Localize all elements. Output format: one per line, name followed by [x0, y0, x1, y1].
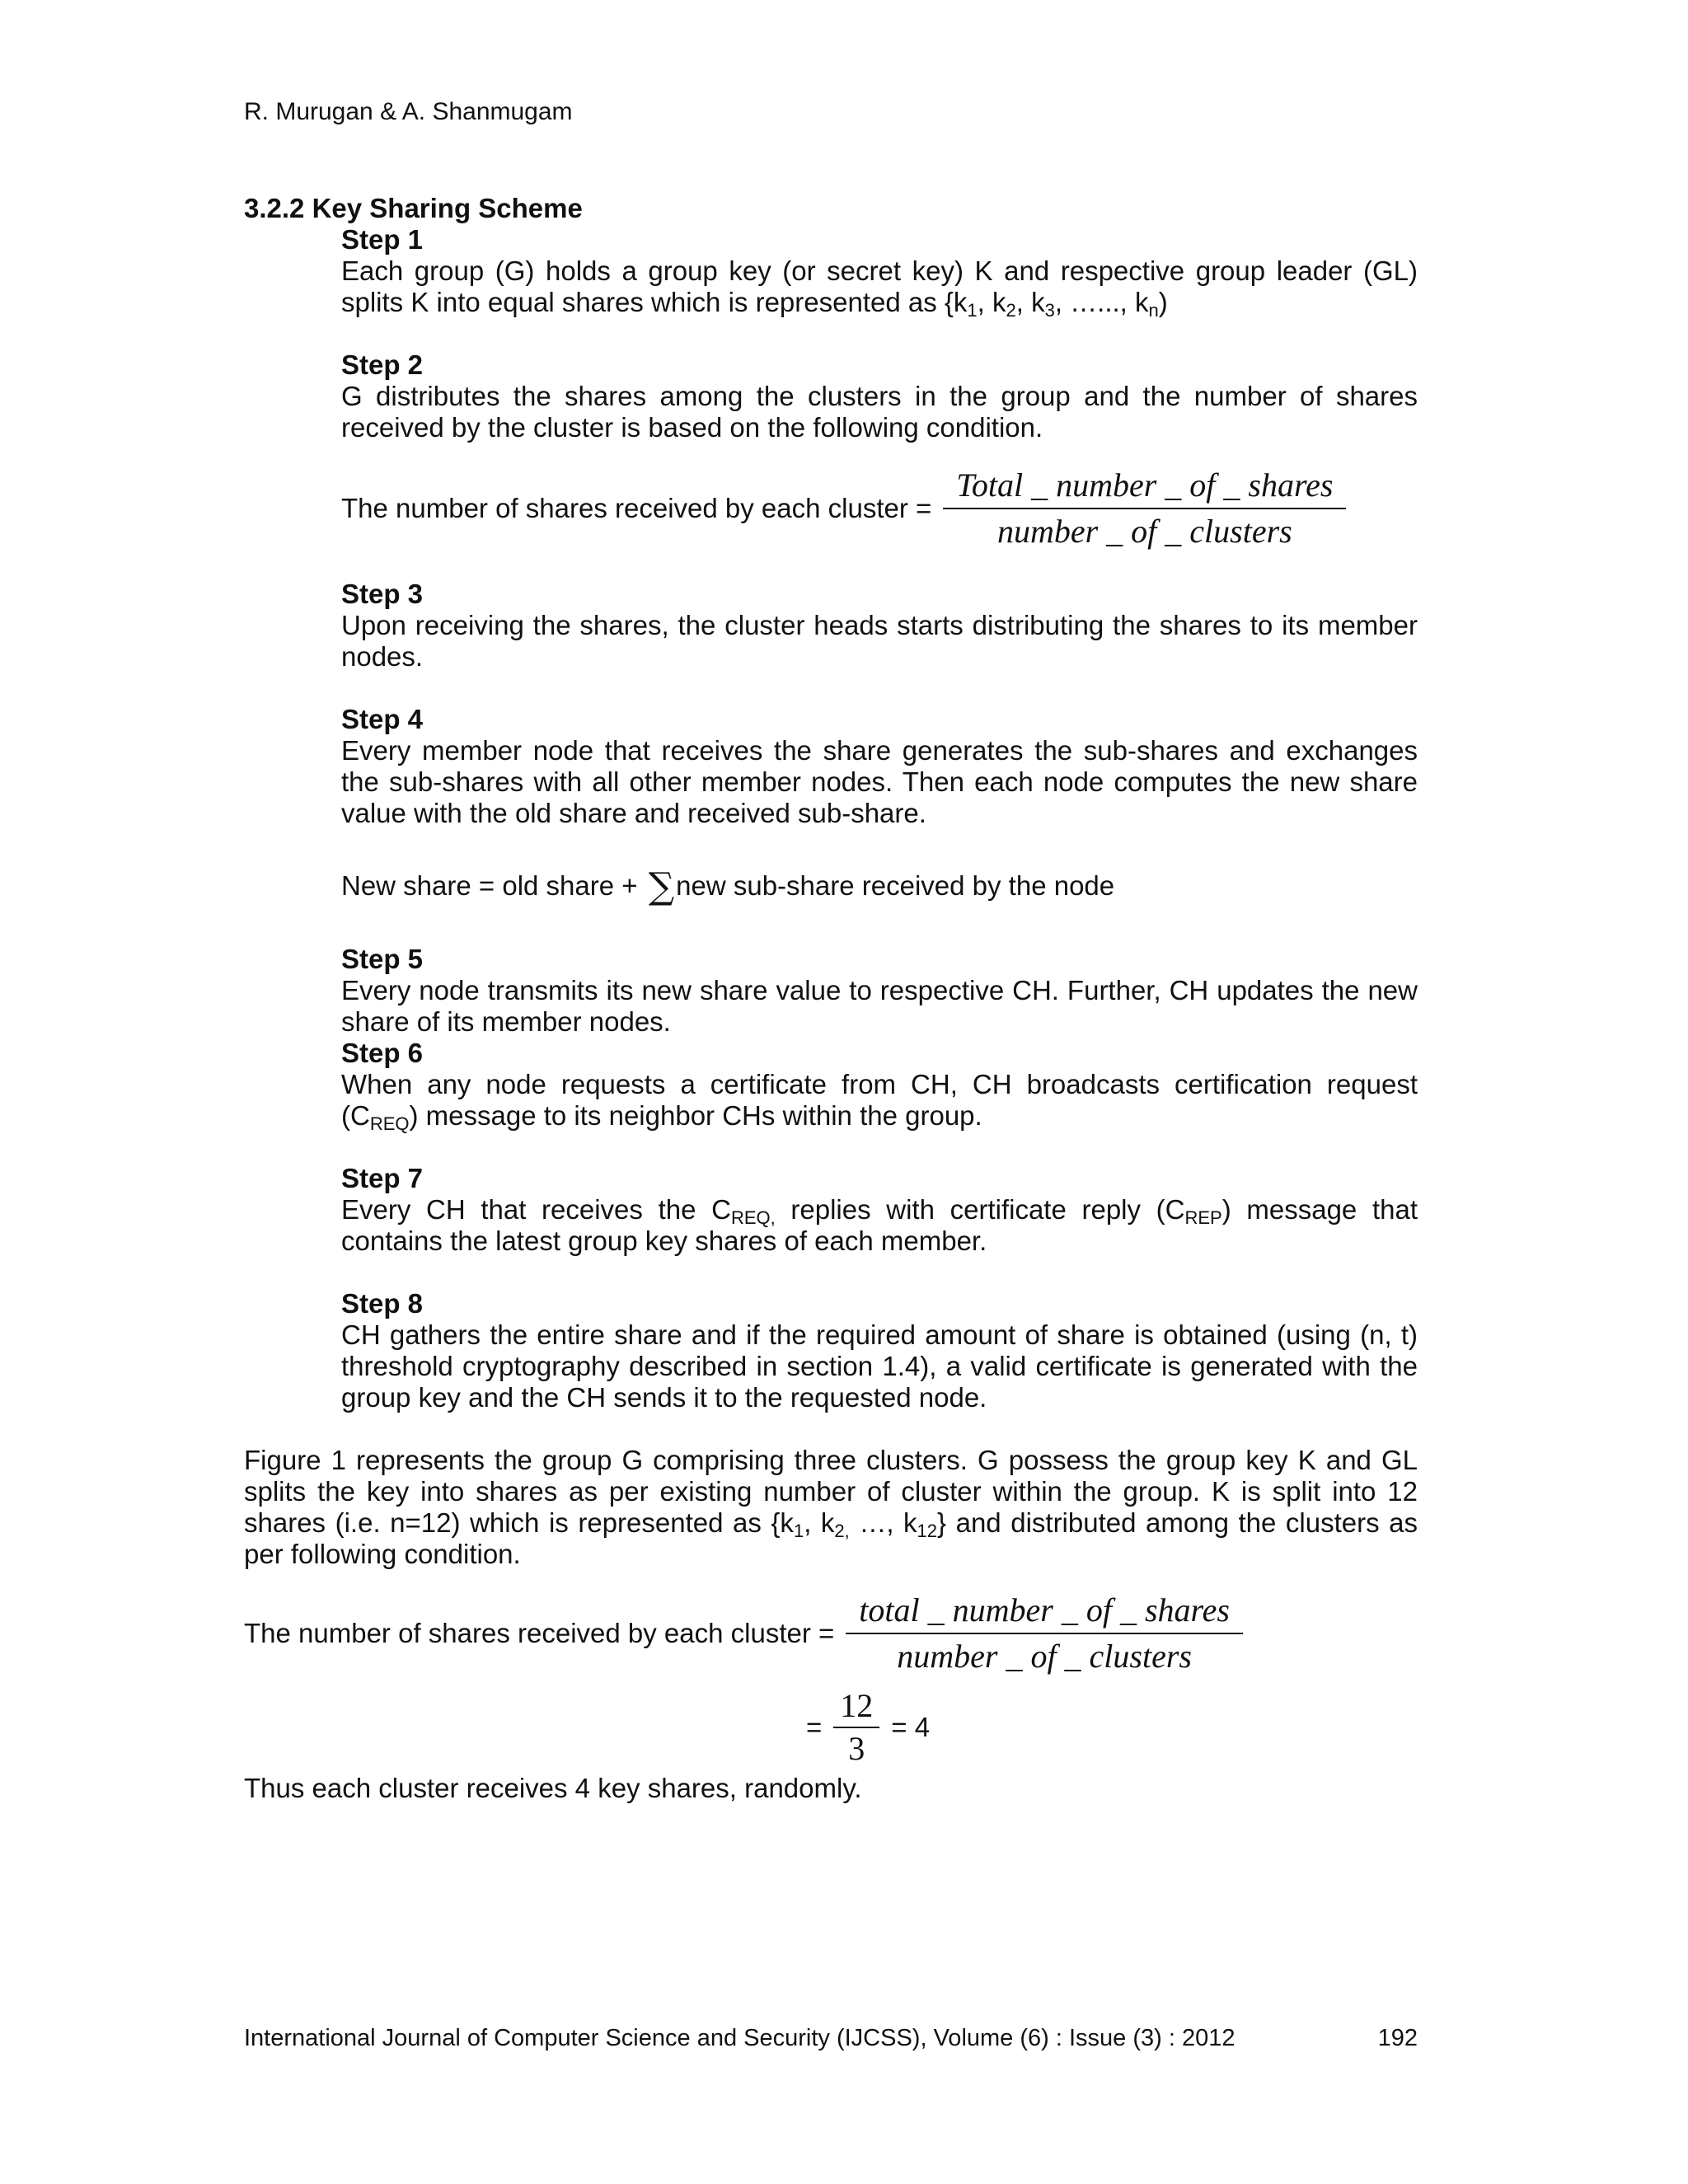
fraction — [846, 1588, 1243, 1679]
main-content — [244, 193, 1418, 1804]
fraction-denominator: number _ of _ clusters — [897, 1638, 1192, 1675]
step-5 — [341, 944, 1418, 1038]
new-share-equation: New share = old share + ∑new sub-share received by the node — [341, 865, 1115, 907]
step-2 — [341, 349, 1418, 443]
step-title: Step 3 — [341, 579, 424, 609]
step-text: Every member node that receives the share generates the sub-shares and exchanges the sub-shares with all other member nodes. Then each node computes the new share value with the old share and received sub-share. — [341, 735, 1418, 828]
shares-per-cluster-equation-2 — [244, 1588, 1418, 1679]
step-1 — [341, 224, 1418, 321]
step-8 — [341, 1288, 1418, 1413]
step-text: G distributes the shares among the clusters in the group and the number of shares received by the cluster is based on the following condition. — [341, 381, 1418, 443]
running-header: R. Murugan & A. Shanmugam — [244, 98, 573, 125]
journal-citation: International Journal of Computer Science and Security (IJCSS), Volume (6) : Issue (3) : 2012 — [244, 2025, 1236, 2051]
page-footer — [244, 2023, 1418, 2053]
shares-per-cluster-equation — [341, 463, 1418, 554]
step-title: Step 1 — [341, 224, 424, 255]
section-title: 3.2.2 Key Sharing Scheme — [244, 193, 583, 223]
step-text: CH gathers the entire share and if the required amount of share is obtained (using (n, t) threshold cryptography described in section 1.4), a valid certificate is generated with the group key and the CH sends it to the requested node. — [341, 1319, 1418, 1413]
step-title: Step 2 — [341, 349, 424, 380]
step-6 — [341, 1038, 1418, 1132]
step-title: Step 4 — [341, 704, 424, 734]
sigma-symbol: ∑ — [648, 865, 675, 907]
step-title: Step 6 — [341, 1038, 424, 1068]
step-text: Every node transmits its new share value to respective CH. Further, CH updates the new share of its member nodes. — [341, 975, 1418, 1037]
step-text: Every CH that receives the $C_{REQ,}$ replies with certificate reply $(C_{REP})$ message that contains the latest group key shares of each member. — [341, 1194, 1418, 1256]
page-number: 192 — [1377, 2025, 1418, 2051]
result-value: = 4 — [891, 1712, 931, 1742]
step-text: Upon receiving the shares, the cluster heads starts distributing the shares to its member nodes. — [341, 610, 1418, 672]
step-text: Each group (G) holds a group key (or secret key) K and respective group leader (GL) splits K into equal shares which is represented as {$k_1$, $k_2$, $k_3$, …..., $k_n$) — [341, 255, 1418, 321]
fraction-numerator: total _ number _ of _ shares — [846, 1588, 1243, 1634]
step-text: When any node requests a certificate from CH, CH broadcasts certification request $(C_{REQ})$ message to its neighbor CHs within the group. — [341, 1069, 1418, 1134]
step-title: Step 7 — [341, 1163, 424, 1193]
conclusion-text: Thus each cluster receives 4 key shares, randomly. — [244, 1773, 862, 1803]
equals-sign: = — [806, 1712, 823, 1742]
fraction-denominator: 3 — [848, 1730, 865, 1767]
step-3 — [341, 579, 1418, 673]
fraction-denominator: number _ of _ clusters — [996, 513, 1292, 550]
body-paragraph: Figure 1 represents the group G comprising three clusters. G possess the group key K and GL splits the key into shares as per existing number of cluster within the group. K is split into 12 shares (i.e. n=12) which is represented as {$k_1$, $k_{2,}$ …, $k_{12}$} and distributed among the clusters as per following condition. — [244, 1445, 1418, 1569]
equation-label: The number of shares received by each cluster = — [341, 493, 932, 523]
step-7 — [341, 1163, 1418, 1257]
step-title: Step 8 — [341, 1288, 424, 1319]
step-4 — [341, 704, 1418, 829]
fraction — [943, 463, 1346, 554]
result-equation — [806, 1685, 1418, 1769]
fraction — [833, 1685, 879, 1769]
step-title: Step 5 — [341, 944, 424, 974]
fraction-numerator: Total _ number _ of _ shares — [943, 463, 1346, 509]
fraction-numerator: 12 — [833, 1685, 879, 1728]
equation-label: The number of shares received by each cluster = — [244, 1618, 835, 1648]
